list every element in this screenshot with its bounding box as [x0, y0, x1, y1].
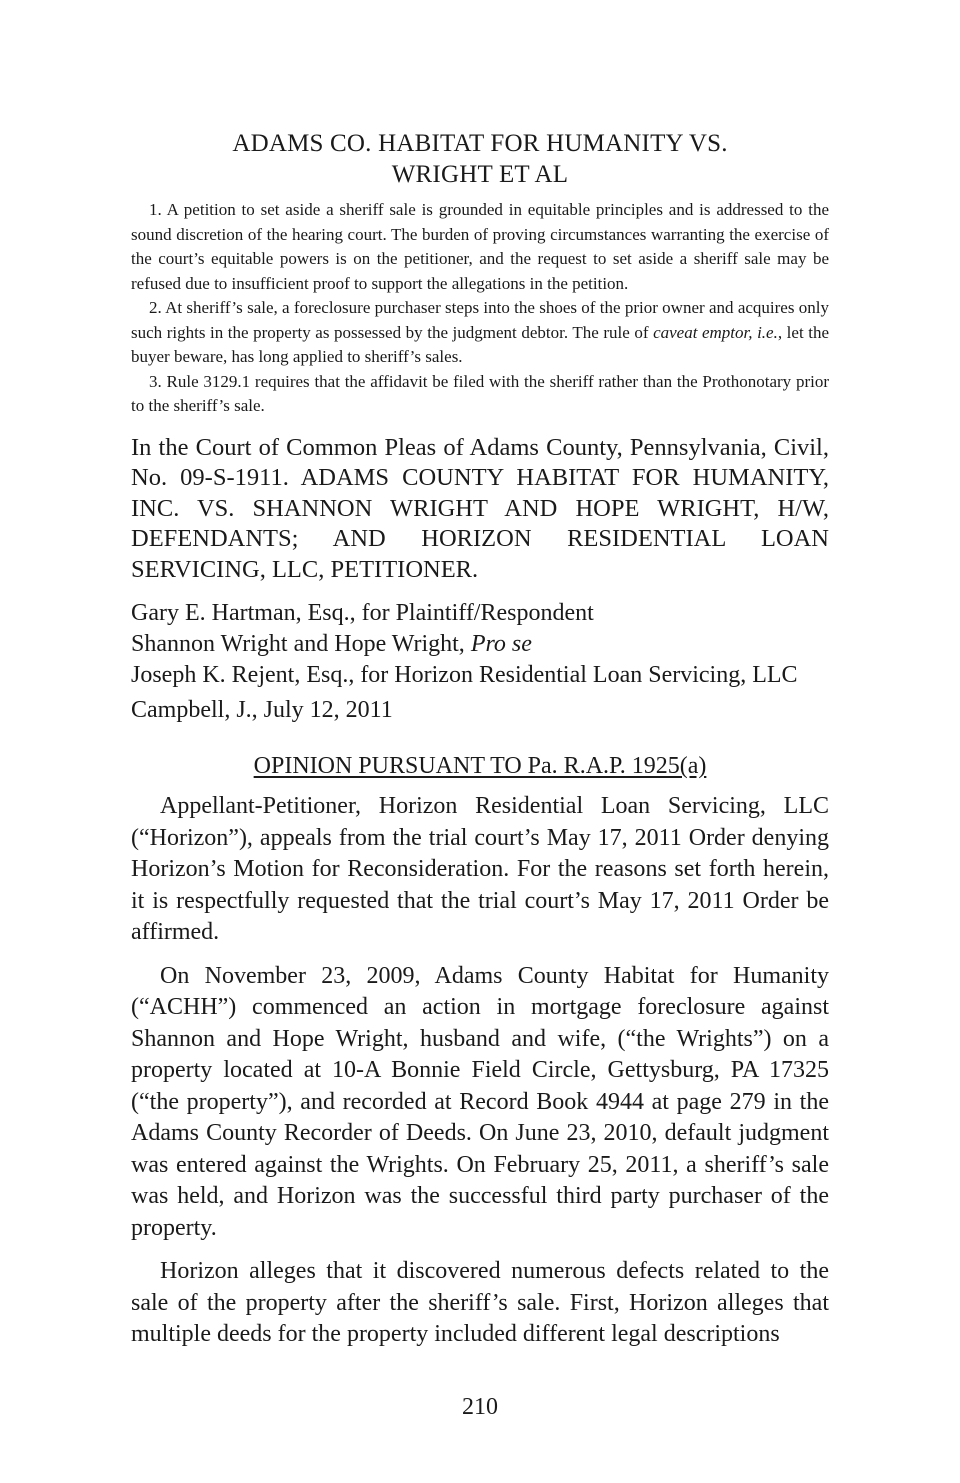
- headnote-2-text-start: 2. At sheriff’s sale, a foreclosure purchaser steps into the shoes of the prior owner and acquires only such rights in the property as possessed by the judgment debtor. The rule of: [131, 298, 829, 342]
- counsel-defendants-names: Shannon Wright and Hope Wright,: [131, 631, 471, 657]
- counsel-defendants-pro-se: Pro se: [470, 631, 532, 657]
- counsel-list: [131, 598, 829, 691]
- headnotes: [131, 198, 829, 419]
- case-title: [131, 128, 829, 190]
- judge-date-line: Campbell, J., July 12, 2011: [131, 697, 393, 723]
- counsel-defendants: [131, 629, 829, 660]
- headnote-1: 1. A petition to set aside a sheriff sale is grounded in equitable principles and is addressed to the sound discretion of the hearing court. The burden of proving circumstances warranting the exercise of the court’s equitable powers is on the petitioner, and the request to set aside a sheriff sale may be refused due to insufficient proof to support the allegations in the petition.: [131, 200, 829, 293]
- headnote-3: 3. Rule 3129.1 requires that the affidavit be filed with the sheriff rather than the Prothonotary prior to the sheriff’s sale.: [131, 371, 829, 415]
- counsel-plaintiff: Gary E. Hartman, Esq., for Plaintiff/Respondent: [131, 600, 594, 626]
- case-caption: In the Court of Common Pleas of Adams County, Pennsylvania, Civil, No. 09-S-1911. ADAMS COUNTY HABITAT FOR HUMANITY, INC. VS. SHANNON WRIGHT AND HOPE WRIGHT, H/W, DEFENDANTS; AND HORIZON RESIDENTIAL LOAN SERVICING, LLC, PETITIONER.: [131, 433, 829, 583]
- page-number: 210: [462, 1394, 498, 1420]
- body-paragraph-1: Appellant-Petitioner, Horizon Residential Loan Servicing, LLC (“Horizon”), appeals from the trial court’s May 17, 2011 Order denying Horizon’s Motion for Reconsideration. For the reasons set forth herein, it is respectfully requested that the trial court’s May 17, 2011 Order be affirmed.: [131, 793, 829, 945]
- case-title-line-2: WRIGHT ET AL: [391, 161, 569, 188]
- opinion-body: [131, 791, 829, 1351]
- headnote-2: [131, 296, 829, 370]
- body-paragraph-2: On November 23, 2009, Adams County Habitat for Humanity (“ACHH”) commenced an action in mortgage foreclosure against Shannon and Hope Wright, husband and wife, (“the Wrights”) on a property located at 10-A Bonnie Field Circle, Gettysburg, PA 17325 (“the property”), and recorded at Record Book 4944 at page 279 in the Adams County Recorder of Deeds. On June 23, 2010, default judgment was entered against the Wrights. On February 25, 2011, a sheriff’s sale was held, and Horizon was the successful third party purchaser of the property.: [131, 962, 829, 1241]
- headnote-2-text-end: , let the buyer beware, has long applied to sheriff’s sales.: [131, 322, 830, 366]
- headnote-2-latin-term: caveat emptor, i.e.: [653, 322, 778, 342]
- case-title-line-1: ADAMS CO. HABITAT FOR HUMANITY VS.: [232, 130, 728, 157]
- body-paragraph-3: Horizon alleges that it discovered numerous defects related to the sale of the property after the sheriff’s sale. First, Horizon alleges that multiple deeds for the property included different legal descriptions: [131, 1258, 829, 1347]
- counsel-petitioner: Joseph K. Rejent, Esq., for Horizon Residential Loan Servicing, LLC: [131, 662, 798, 688]
- page-content: [131, 128, 829, 1351]
- opinion-heading: OPINION PURSUANT TO Pa. R.A.P. 1925(a): [253, 753, 707, 779]
